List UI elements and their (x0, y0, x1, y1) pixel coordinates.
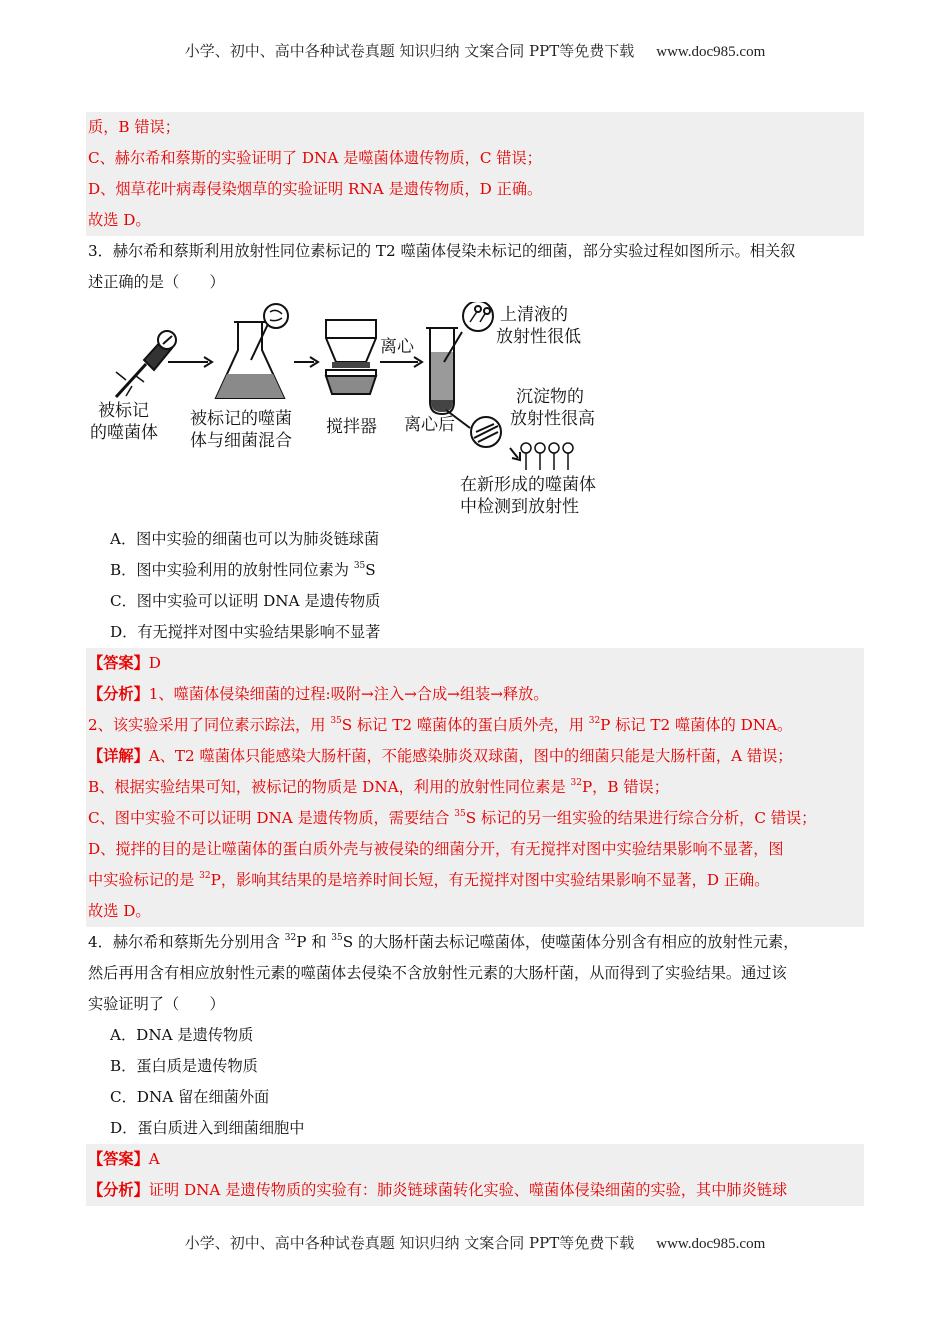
header-text: 小学、初中、高中各种试卷真题 知识归纳 文案合同 PPT等免费下载 (184, 42, 635, 60)
header-url[interactable]: www.doc985.com (656, 44, 766, 60)
fig-label-mixed-2: 体与细菌混合 (190, 431, 292, 451)
flask-icon (216, 304, 288, 398)
fig-label-blender: 搅拌器 (326, 417, 377, 437)
footer-text: 小学、初中、高中各种试卷真题 知识归纳 文案合同 PPT等免费下载 (184, 1234, 635, 1252)
phage-experiment-figure (88, 302, 864, 524)
fig-label-labeled-1: 被标记 (98, 401, 149, 421)
prev-line-3: D、烟草花叶病毒侵染烟草的实验证明 RNA 是遗传物质，D 正确。 (88, 180, 543, 198)
q3-analysis-2: 2、该实验采用了同位素示踪法，用 $^{35}$S 标记 T2 噬菌体的蛋白质外壳，用 $^{32}$P 标记 T2 噬菌体的 DNA。 (88, 716, 793, 734)
q3-option-c: C．图中实验可以证明 DNA 是遗传物质 (110, 592, 381, 610)
prev-line-4: 故选 D。 (88, 211, 151, 229)
fig-label-centrifuge: 离心 (380, 337, 414, 357)
q4-option-c: C．DNA 留在细菌外面 (110, 1088, 270, 1106)
fig-label-mixed-1: 被标记的噬菌 (190, 409, 292, 429)
q4-option-d: D．蛋白质进入到细菌细胞中 (110, 1119, 305, 1137)
tube-icon (426, 328, 470, 428)
page-footer (0, 1232, 950, 1253)
fig-label-pellet-2: 放射性很高 (510, 409, 595, 429)
q4-option-a: A．DNA 是遗传物质 (110, 1026, 254, 1044)
blender-icon (326, 320, 376, 394)
page-content (88, 112, 864, 1206)
fig-label-after: 离心后 (404, 415, 455, 435)
q3-detail-d-1: D、搅拌的目的是让噬菌体的蛋白质外壳与被侵染的细菌分开，有无搅拌对图中实验结果影响不显著，图 (88, 840, 784, 858)
footer-url[interactable]: www.doc985.com (656, 1236, 766, 1252)
prev-line-2: C、赫尔希和蔡斯的实验证明了 DNA 是噬菌体遗传物质，C 错误； (88, 149, 542, 167)
q3-detail-c: C、图中实验不可以证明 DNA 是遗传物质，需要结合 $^{35}$S 标记的另一组实验的结果进行综合分析，C 错误； (88, 809, 817, 827)
q4-stem-line-1: 4．赫尔希和蔡斯先分别用含 $^{32}$P 和 $^{35}$S 的大肠杆菌去标记噬菌体，使噬菌体分别含有相应的放射性元素， (88, 933, 799, 951)
q4-answer-block (86, 1144, 864, 1206)
q3-detail-b: B、根据实验结果可知，被标记的物质是 DNA，利用的放射性同位素是 $^{32}$P，B 错误； (88, 778, 669, 796)
question-3 (88, 236, 864, 927)
fig-label-new-phage-2: 中检测到放射性 (460, 497, 579, 517)
q3-stem-line-2: 述正确的是（ ） (88, 273, 225, 291)
previous-answer-block (86, 112, 864, 236)
q4-answer: 【答案】A (88, 1150, 160, 1168)
labeled-phage-icon (116, 331, 176, 397)
pellet-zoom-icon (471, 417, 501, 447)
q3-stem-line-1: 3．赫尔希和蔡斯利用放射性同位素标记的 T2 噬菌体侵染未标记的细菌，部分实验过程如图所示。相关叙 (88, 242, 796, 260)
q3-answer: 【答案】D (88, 654, 161, 672)
q3-detail-d-2: 中实验标记的是 $^{32}$P，影响其结果的是培养时间长短，有无搅拌对图中实验结果影响不显著，D 正确。 (88, 871, 770, 889)
q3-analysis-1: 【分析】1、噬菌体侵染细菌的过程:吸附→注入→合成→组装→释放。 (88, 685, 549, 703)
q3-answer-block (86, 648, 864, 927)
progeny-phages-icon (521, 443, 573, 470)
page-header (0, 40, 950, 61)
q4-stem-line-2: 然后再用含有相应放射性元素的噬菌体去侵染不含放射性元素的大肠杆菌，从而得到了实验结果。通过该 (88, 964, 787, 982)
prev-line-1: 质，B 错误； (88, 118, 180, 136)
fig-label-supernatant-1: 上清液的 (500, 305, 568, 325)
q4-analysis-1: 【分析】证明 DNA 是遗传物质的实验有：肺炎链球菌转化实验、噬菌体侵染细菌的实验，其中肺炎链球 (88, 1181, 788, 1199)
fig-label-supernatant-2: 放射性很低 (496, 327, 581, 347)
q3-option-d: D．有无搅拌对图中实验结果影响不显著 (110, 623, 381, 641)
fig-label-pellet-1: 沉淀物的 (516, 387, 584, 407)
q3-choose: 故选 D。 (88, 902, 151, 920)
q3-option-b: B．图中实验利用的放射性同位素为 $^{35}$S (110, 561, 376, 579)
q4-option-b: B．蛋白质是遗传物质 (110, 1057, 258, 1075)
fig-label-labeled-2: 的噬菌体 (90, 423, 158, 443)
supernatant-zoom-icon (463, 302, 493, 331)
fig-label-new-phage-1: 在新形成的噬菌体 (460, 475, 596, 495)
q4-stem-line-3: 实验证明了（ ） (88, 995, 225, 1013)
q3-detail-a: 【详解】A、T2 噬菌体只能感染大肠杆菌，不能感染肺炎双球菌，图中的细菌只能是大肠杆菌，A 错误； (88, 747, 793, 765)
question-4 (88, 927, 864, 1206)
q3-option-a: A．图中实验的细菌也可以为肺炎链球菌 (110, 530, 380, 548)
